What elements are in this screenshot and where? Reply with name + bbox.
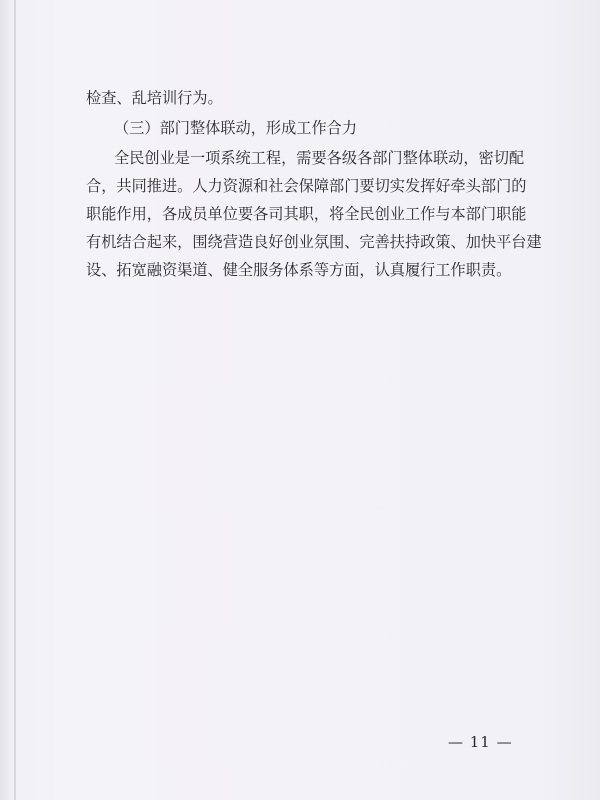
body-text-line-2: 全民创业是一项系统工程，需要各级各部门整体联动，密切配 <box>114 149 525 167</box>
section-heading: （三）部门整体联动，形成工作合力 <box>114 119 357 137</box>
body-text-line-1: 检查、乱培训行为。 <box>86 89 223 107</box>
body-text-line-3: 合，共同推进。人力资源和社会保障部门要切实发挥好牵头部门的 <box>86 177 527 195</box>
body-text-line-6: 设、拓宽融资渠道、健全服务体系等方面，认真履行工作职责。 <box>86 261 512 279</box>
body-text-line-5: 有机结合起来，围绕营造良好创业氛围、完善扶持政策、加快平台建 <box>86 233 542 251</box>
page-number: — 11 — <box>448 733 513 751</box>
body-text-line-4: 职能作用，各成员单位要各司其职，将全民创业工作与本部门职能 <box>86 205 527 223</box>
page-crease <box>14 0 16 800</box>
